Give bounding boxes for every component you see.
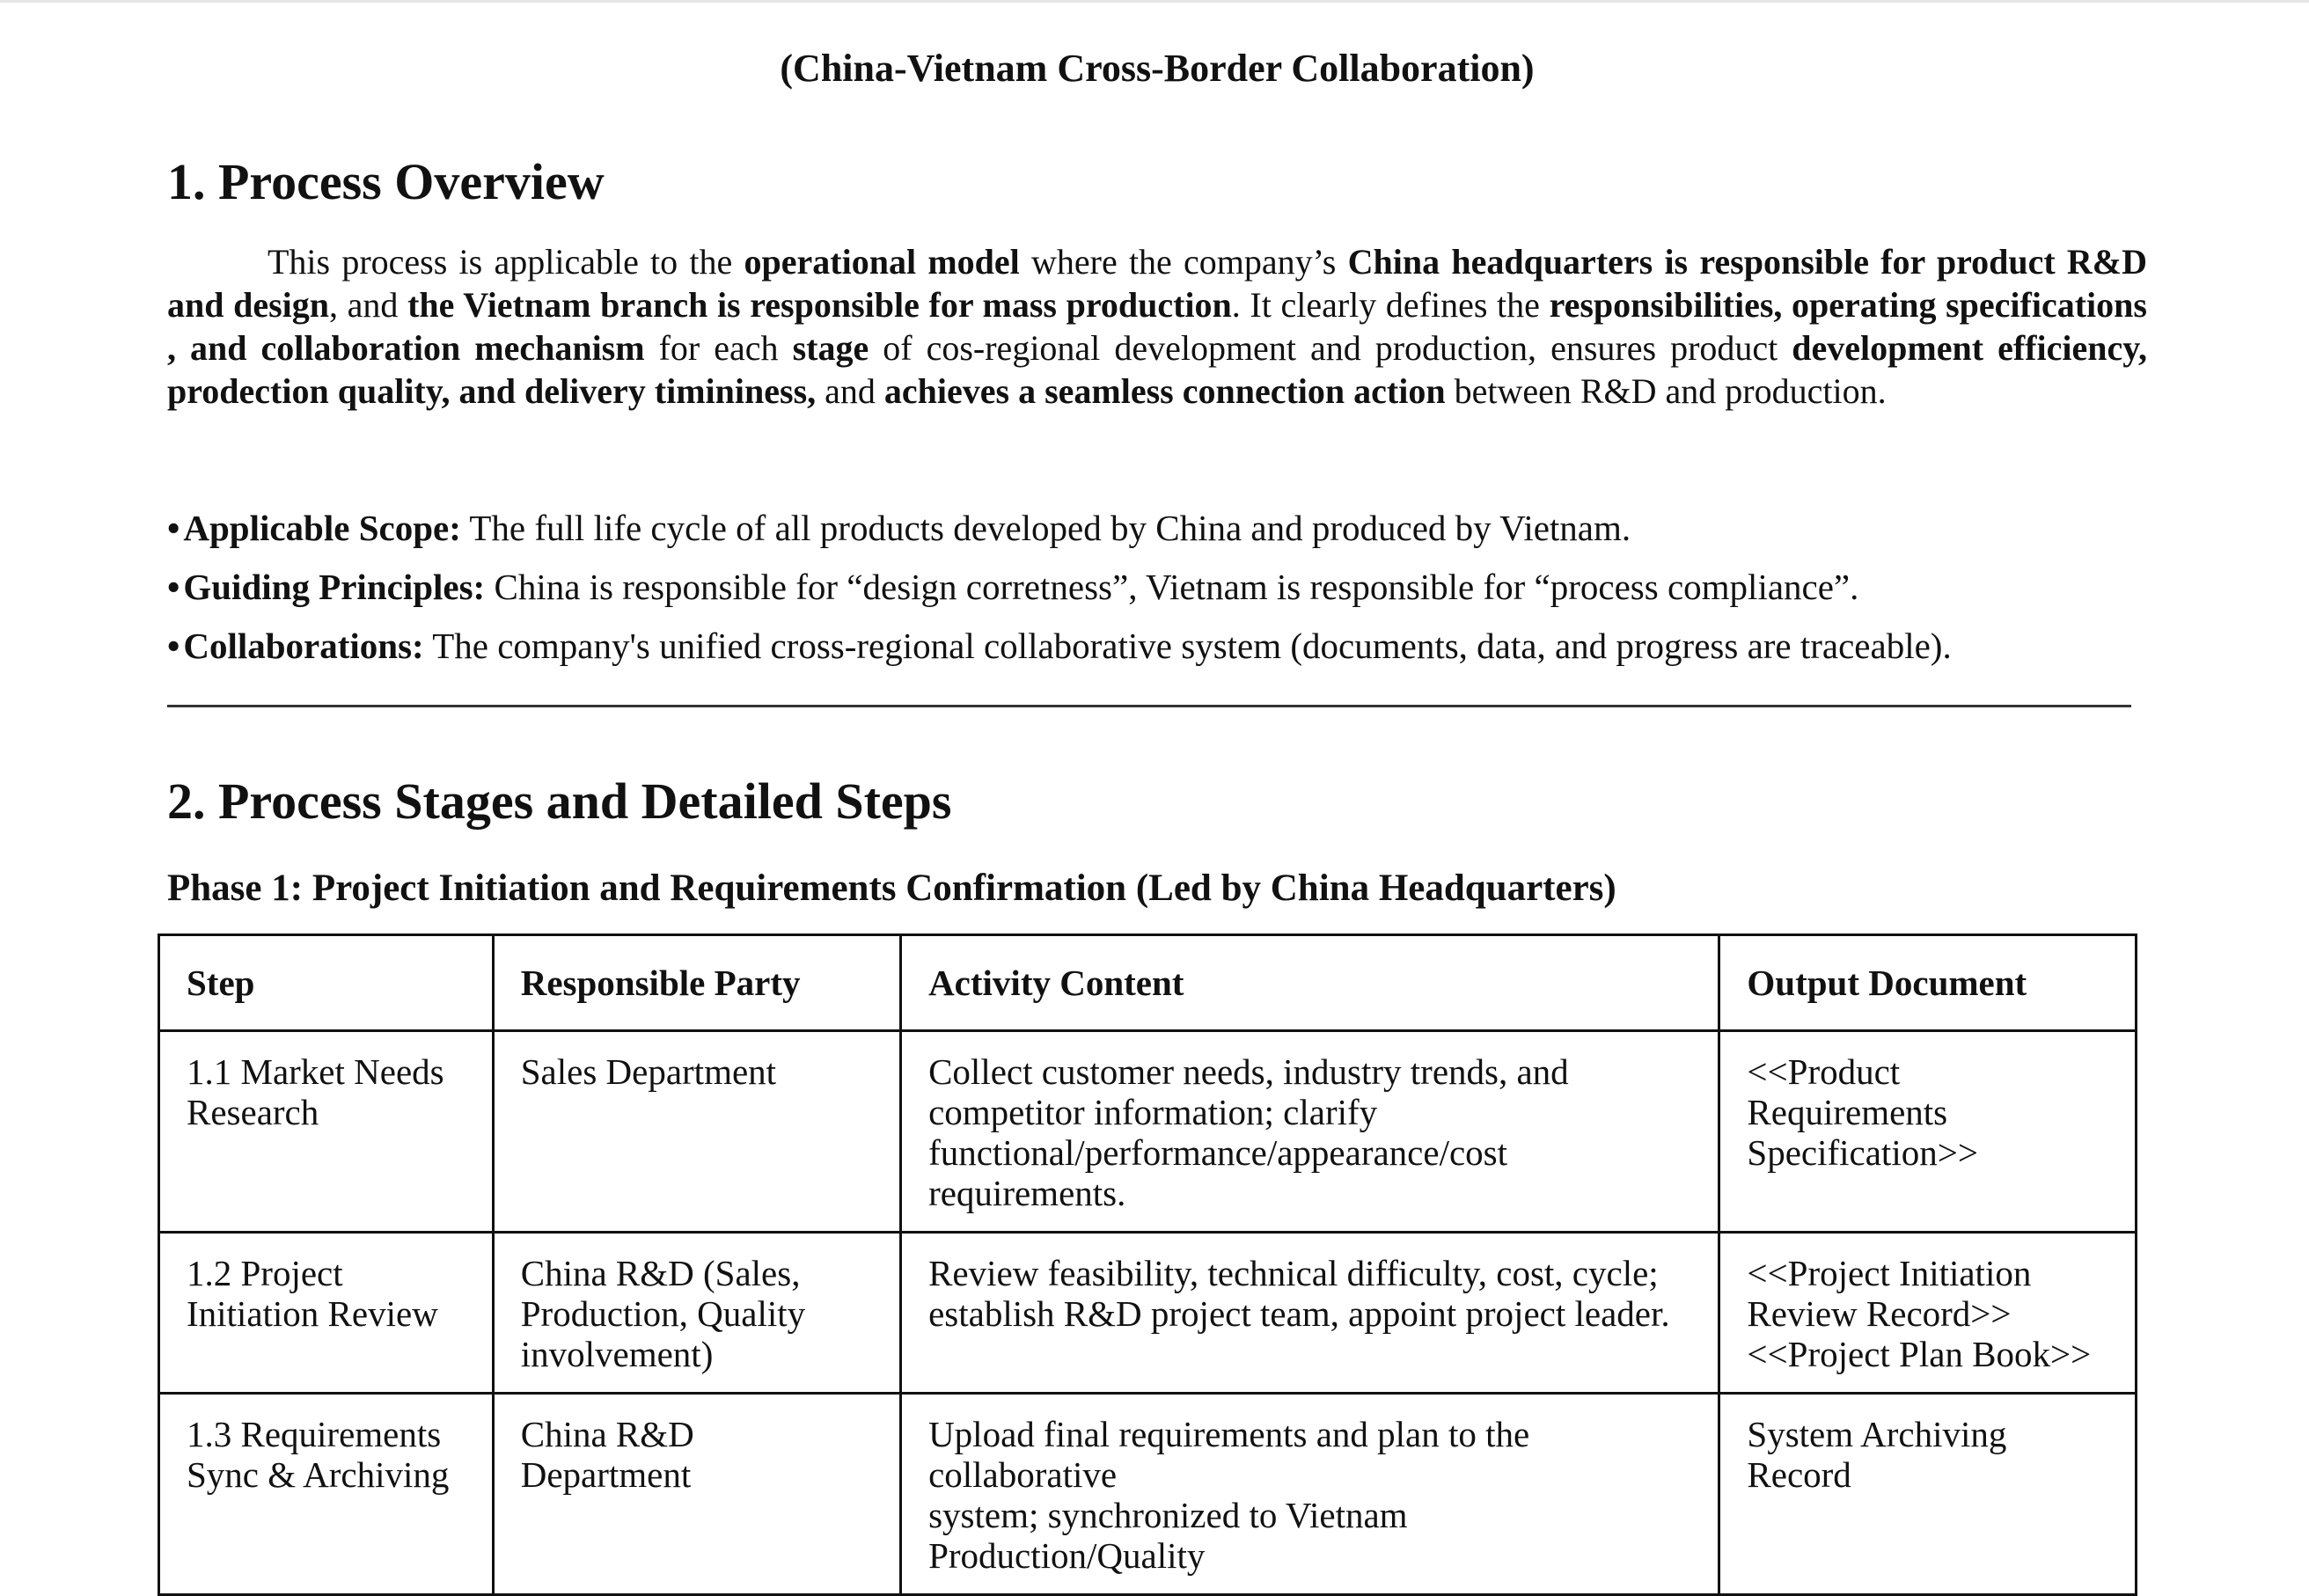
cell-line: <<Project Plan Book>> xyxy=(1747,1334,2092,1374)
cell-line: <<Product Requirements xyxy=(1747,1051,1948,1132)
cell-line: Sync & Archiving xyxy=(187,1454,450,1495)
overview-emphasis: stage xyxy=(792,328,869,368)
bullet-text: The company's unified cross-regional collaborative system (documents, data, and progress are traceable). xyxy=(423,626,1952,666)
cell-line: China R&D (Sales, xyxy=(520,1253,801,1293)
overview-text: of cos-regional development and production, ensures product xyxy=(869,328,1792,368)
cell-step xyxy=(159,1394,494,1595)
overview-bullet xyxy=(167,565,2147,609)
overview-text: between R&D and production. xyxy=(1445,371,1887,411)
header-responsible-party: Responsible Party xyxy=(493,935,900,1031)
cell-line: Upload final requirements and plan to the collaborative xyxy=(928,1414,1530,1495)
cell-line: Review Record>> xyxy=(1747,1293,2012,1334)
bullet-label: Collaborations: xyxy=(183,626,424,666)
top-border xyxy=(0,0,2309,3)
overview-bullet xyxy=(167,506,2147,550)
cell-line: System Archiving Record xyxy=(1747,1414,2007,1495)
cell-output-document xyxy=(1719,1031,2137,1233)
cell-line: Specification>> xyxy=(1747,1132,1978,1173)
overview-emphasis: development efficiency, prodection quality, and delivery timininess, xyxy=(167,328,2147,411)
cell-activity-content xyxy=(901,1394,1719,1595)
section-1-heading: 1. Process Overview xyxy=(167,153,605,210)
cell-line: Collect customer needs, industry trends, and xyxy=(928,1051,1569,1092)
cell-step xyxy=(159,1031,494,1233)
bullet-label: Guiding Principles: xyxy=(183,567,486,607)
cell-activity-content xyxy=(901,1233,1719,1394)
overview-text: , and xyxy=(329,285,408,325)
table-row xyxy=(159,1394,2137,1595)
header-step: Step xyxy=(159,935,494,1031)
cell-line: China R&D Department xyxy=(520,1414,694,1495)
overview-emphasis: responsibilities, operating specifications , and collaboration mechanism xyxy=(167,285,2147,368)
cell-line: <<Project Initiation xyxy=(1747,1253,2032,1293)
table-row xyxy=(159,1233,2137,1394)
overview-text: and xyxy=(816,371,884,411)
cell-line: Production, Quality xyxy=(520,1293,806,1334)
cell-output-document xyxy=(1719,1233,2137,1394)
cell-line: Research xyxy=(187,1092,319,1132)
overview-text: This process is applicable to the xyxy=(268,242,744,282)
table-header-row xyxy=(159,935,2137,1031)
cell-line: system; synchronized to Vietnam Production/Quality xyxy=(928,1495,1408,1576)
cell-output-document xyxy=(1719,1394,2137,1595)
bullet-icon: • xyxy=(167,626,180,666)
cell-step xyxy=(159,1233,494,1394)
cell-responsible-party xyxy=(493,1233,900,1394)
bullet-label: Applicable Scope: xyxy=(183,508,461,548)
overview-emphasis: achieves a seamless connection action xyxy=(883,371,1446,411)
bullet-icon: • xyxy=(167,508,180,548)
bullet-text: China is responsible for “design corretness”, Vietnam is responsible for “process compliance”. xyxy=(485,567,1859,607)
phase-1-title: Phase 1: Project Initiation and Requirements Confirmation (Led by China Headquarters) xyxy=(167,868,1616,909)
cell-line: Initiation Review xyxy=(187,1293,438,1334)
cell-activity-content xyxy=(901,1031,1719,1233)
overview-emphasis: China headquarters is responsible for product R&D and design xyxy=(167,242,2148,325)
bullet-text: The full life cycle of all products developed by China and produced by Vietnam. xyxy=(460,508,1631,548)
section-divider xyxy=(167,705,2131,707)
cell-line: involvement) xyxy=(520,1334,714,1374)
overview-text: . It clearly defines the xyxy=(1231,285,1550,325)
overview-emphasis: the Vietnam branch is responsible for mass production xyxy=(407,285,1232,325)
cell-line: 1.3 Requirements xyxy=(187,1414,442,1454)
cell-line: Review feasibility, technical difficulty, cost, cycle; xyxy=(928,1253,1659,1293)
overview-bullet-list xyxy=(167,506,2147,683)
cell-line: 1.2 Project xyxy=(187,1253,343,1293)
cell-line: competitor information; clarify xyxy=(928,1092,1378,1132)
overview-emphasis: operational model xyxy=(744,242,1020,282)
cell-line: Sales Department xyxy=(520,1051,777,1092)
header-output-document: Output Document xyxy=(1719,935,2137,1031)
bullet-icon: • xyxy=(167,567,180,607)
phase-1-table xyxy=(158,933,2137,1596)
overview-text: for each xyxy=(644,328,793,368)
overview-text: where the company’s xyxy=(1019,242,1348,282)
cell-responsible-party xyxy=(493,1031,900,1233)
cell-responsible-party xyxy=(493,1394,900,1595)
header-activity-content: Activity Content xyxy=(901,935,1719,1031)
cell-line: functional/performance/appearance/cost requirements. xyxy=(928,1132,1507,1213)
cell-line: 1.1 Market Needs xyxy=(187,1051,444,1092)
table-row xyxy=(159,1031,2137,1233)
overview-paragraph xyxy=(167,240,2147,413)
section-2-heading: 2. Process Stages and Detailed Steps xyxy=(167,772,952,830)
document-subtitle: (China-Vietnam Cross-Border Collaboration) xyxy=(780,47,1535,90)
overview-bullet xyxy=(167,624,2147,668)
cell-line: establish R&D project team, appoint project leader. xyxy=(928,1293,1670,1334)
